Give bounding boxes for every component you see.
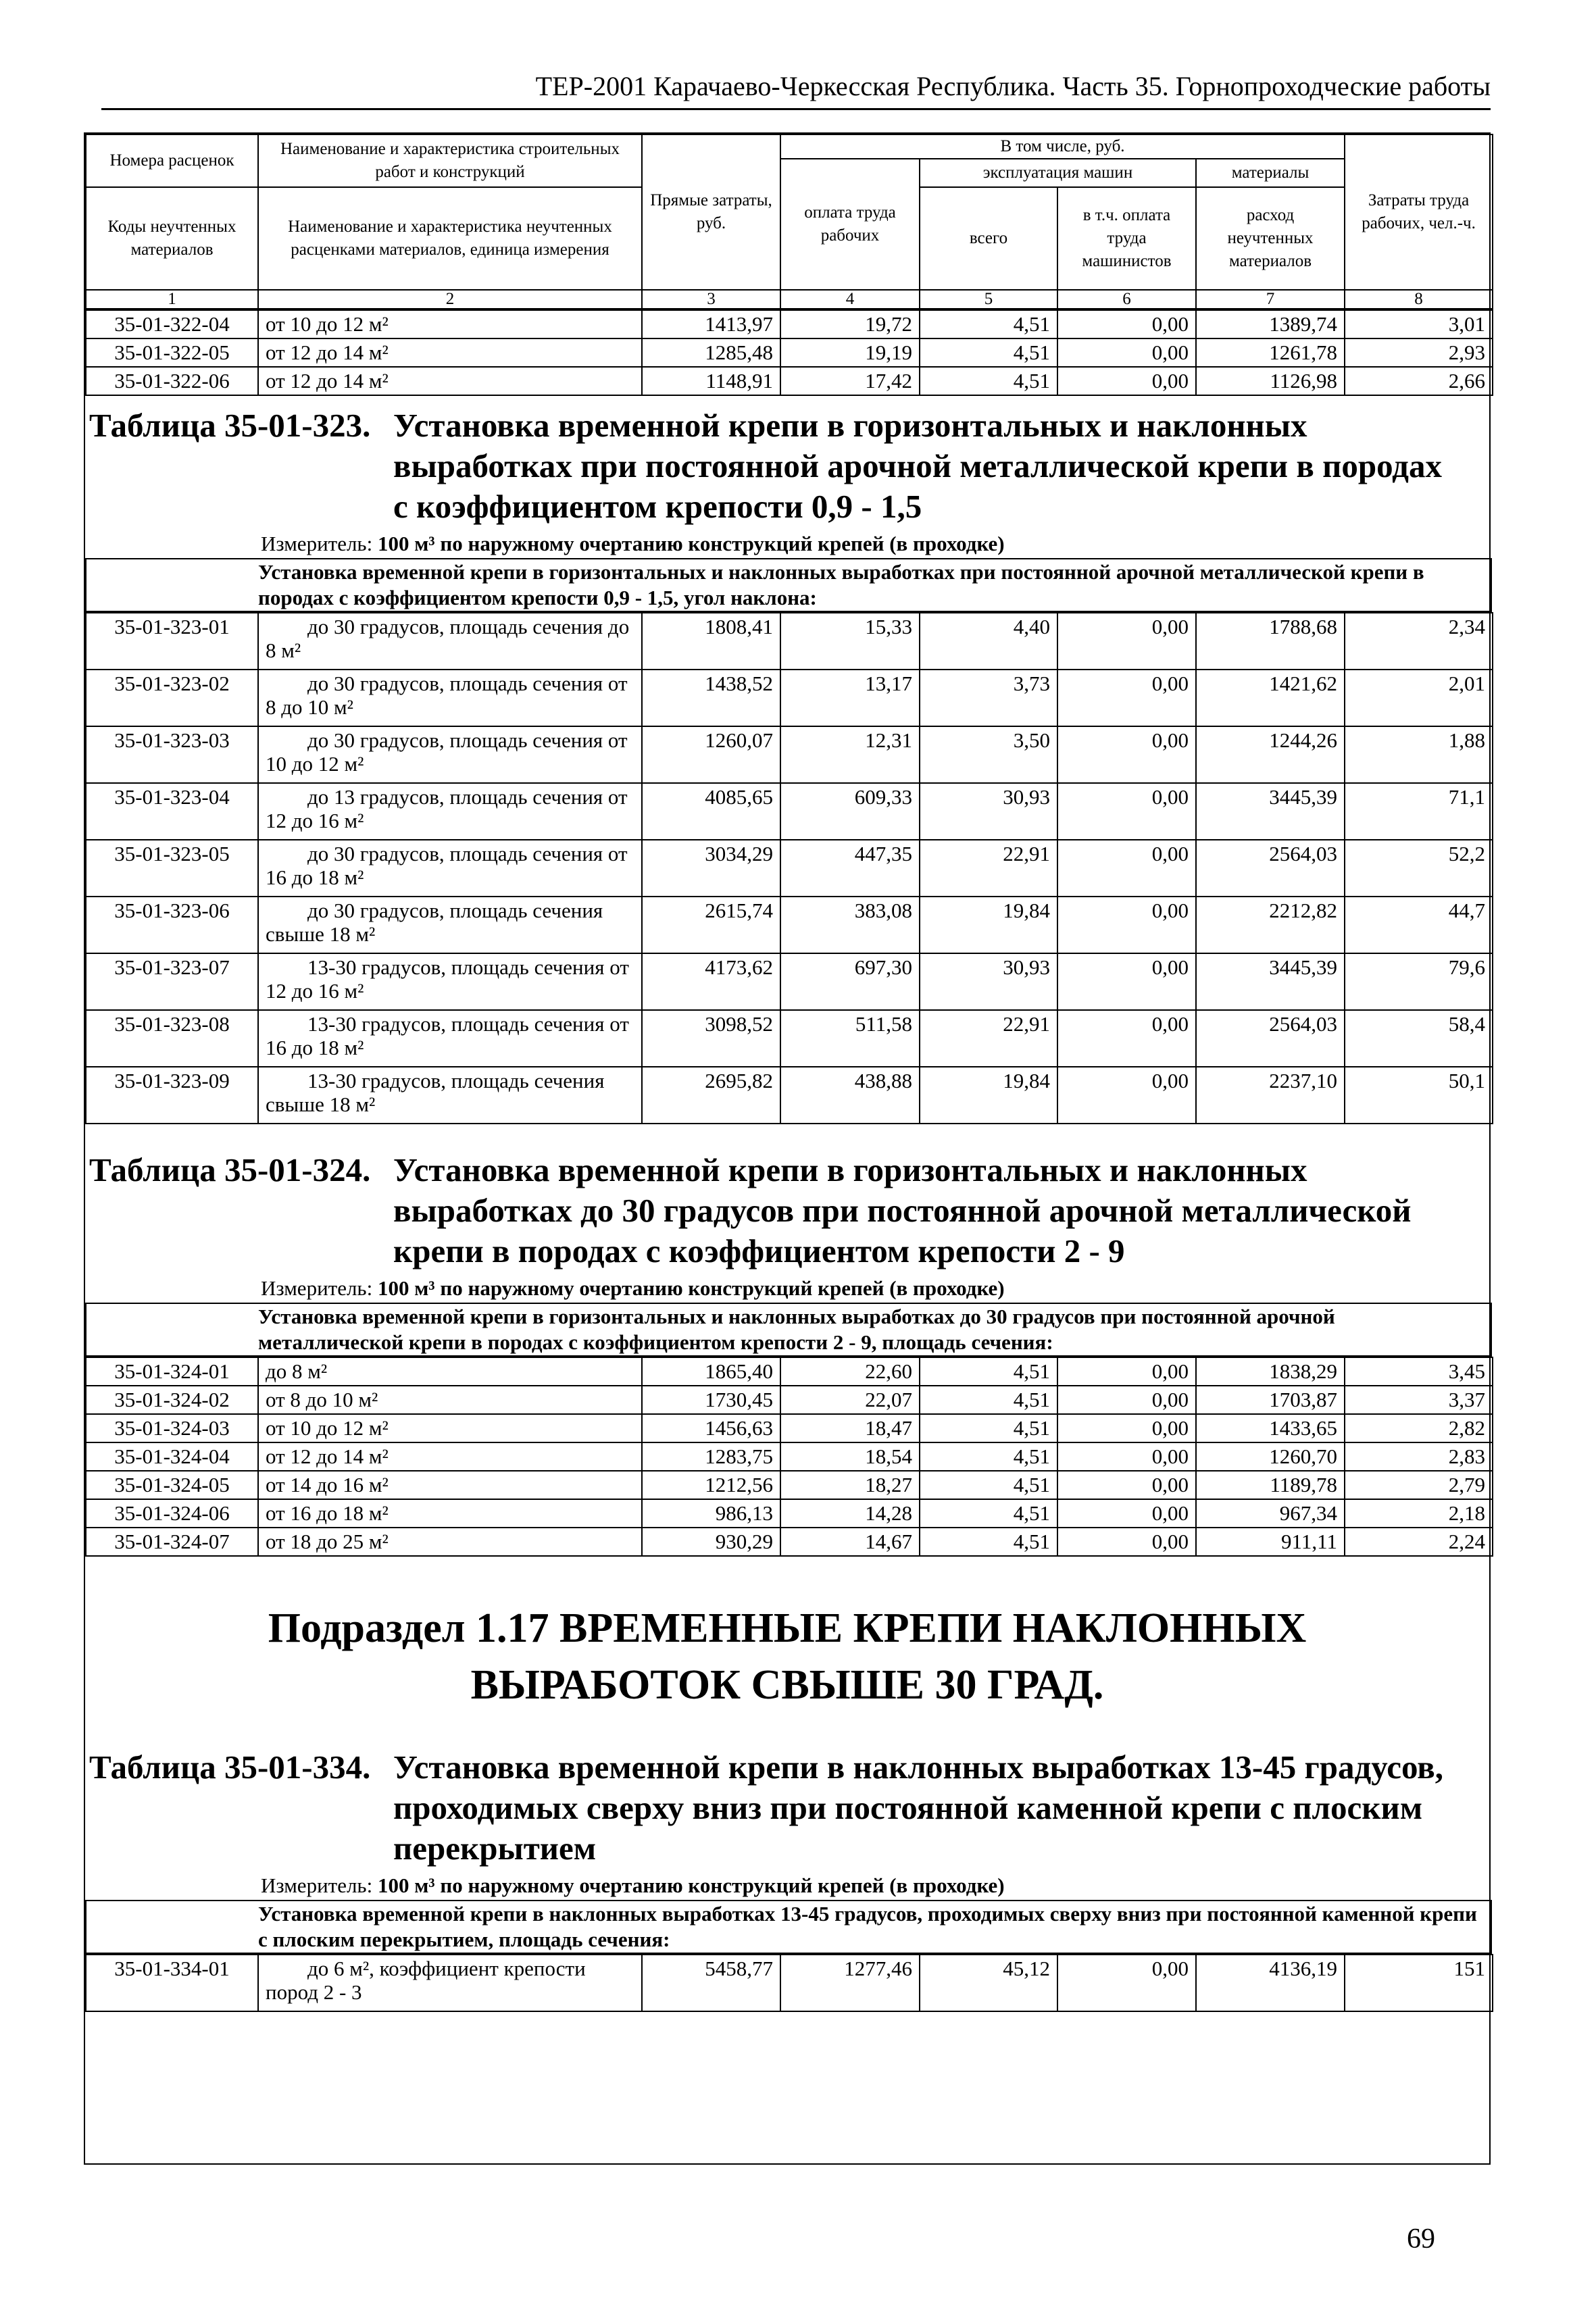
cell-code: 35-01-323-07: [86, 953, 258, 1010]
cell-pay: 447,35: [780, 840, 920, 897]
cell-pay: 15,33: [780, 613, 920, 670]
cell-mat: 1433,65: [1196, 1414, 1345, 1442]
cell-mach: 4,51: [920, 367, 1057, 395]
header-col1-bottom: Коды неучтенных материалов: [86, 187, 258, 290]
cell-labor: 3,37: [1345, 1386, 1493, 1414]
cell-labor: 3,01: [1345, 310, 1493, 338]
cell-pay: 22,07: [780, 1386, 920, 1414]
cell-direct: 3034,29: [642, 840, 780, 897]
meter-prefix: Измеритель:: [261, 1873, 373, 1897]
cell-pay: 1277,46: [780, 1955, 920, 2011]
cell-labor: 2,66: [1345, 367, 1493, 395]
cell-mach: 4,51: [920, 1442, 1057, 1471]
cell-mach: 4,40: [920, 613, 1057, 670]
cell-pay: 13,17: [780, 670, 920, 726]
cell-labor: 71,1: [1345, 783, 1493, 840]
col-number: 5: [920, 290, 1057, 309]
cell-labor: 2,01: [1345, 670, 1493, 726]
meter-text: 100 м³ по наружному очертанию конструкций крепей (в проходке): [377, 1276, 1005, 1300]
cell-mach: 4,51: [920, 1528, 1057, 1556]
header-col2-top: Наименование и характеристика строительных работ и конструкций: [258, 134, 642, 187]
cell-mach: 4,51: [920, 1499, 1057, 1528]
table-row: [86, 840, 1493, 897]
header-machines: эксплуатация машин: [920, 159, 1196, 187]
cell-direct: 986,13: [642, 1499, 780, 1528]
cell-mach_pay: 0,00: [1057, 953, 1196, 1010]
cell-pay: 18,27: [780, 1471, 920, 1499]
header-rule: [101, 108, 1491, 110]
cell-code: 35-01-324-01: [86, 1357, 258, 1386]
cell-mach_pay: 0,00: [1057, 1499, 1196, 1528]
cell-mach_pay: 0,00: [1057, 783, 1196, 840]
table-row: [86, 1528, 1493, 1556]
cell-mach_pay: 0,00: [1057, 1471, 1196, 1499]
cell-mat: 1244,26: [1196, 726, 1345, 783]
header-col6: в т.ч. оплата труда машинистов: [1057, 187, 1196, 290]
meter-text: 100 м³ по наружному очертанию конструкций крепей (в проходке): [377, 1873, 1005, 1897]
cell-labor: 44,7: [1345, 897, 1493, 953]
cell-mach_pay: 0,00: [1057, 367, 1196, 395]
cell-mach_pay: 0,00: [1057, 897, 1196, 953]
cell-name: от 16 до 18 м²: [258, 1499, 642, 1528]
cell-code: 35-01-324-06: [86, 1499, 258, 1528]
cell-name: от 14 до 16 м²: [258, 1471, 642, 1499]
table-334-label: Таблица 35-01-334.: [89, 1748, 371, 1786]
cell-mat: 1189,78: [1196, 1471, 1345, 1499]
table-row: [86, 1414, 1493, 1442]
table-row: [86, 953, 1493, 1010]
table-334-title: [85, 1738, 1489, 1873]
cell-name: от 12 до 14 м²: [258, 1442, 642, 1471]
meter-prefix: Измеритель:: [261, 1276, 373, 1300]
cell-name: от 18 до 25 м²: [258, 1528, 642, 1556]
cell-mach_pay: 0,00: [1057, 338, 1196, 367]
cell-pay: 438,88: [780, 1067, 920, 1124]
cell-mat: 1260,70: [1196, 1442, 1345, 1471]
cell-direct: 1730,45: [642, 1386, 780, 1414]
table-323-meter: [85, 531, 1489, 558]
cell-name: до 30 градусов, площадь сечения от 16 до 18 м²: [258, 840, 642, 897]
table-324-rows: [85, 1357, 1493, 1557]
cell-mach: 3,73: [920, 670, 1057, 726]
section-title: Подраздел 1.17 ВРЕМЕННЫЕ КРЕПИ НАКЛОННЫХ ВЫРАБОТОК СВЫШЕ 30 ГРАД.: [268, 1605, 1307, 1708]
cell-labor: 79,6: [1345, 953, 1493, 1010]
cell-direct: 1413,97: [642, 310, 780, 338]
table-334-heading: Установка временной крепи в наклонных выработках 13-45 градусов, проходимых сверху вниз при постоянной каменной крепи с плоским перекрытием: [393, 1748, 1444, 1867]
cell-labor: 2,83: [1345, 1442, 1493, 1471]
cell-mat: 2212,82: [1196, 897, 1345, 953]
cell-labor: 52,2: [1345, 840, 1493, 897]
table-row: [86, 310, 1493, 338]
table-row: [86, 338, 1493, 367]
cell-mach: 22,91: [920, 1010, 1057, 1067]
cell-name: до 8 м²: [258, 1357, 642, 1386]
table-row: [86, 1955, 1493, 2011]
cell-name: до 30 градусов, площадь сечения от 10 до 12 м²: [258, 726, 642, 783]
col-number: 1: [86, 290, 258, 309]
cell-labor: 2,79: [1345, 1471, 1493, 1499]
cell-labor: 1,88: [1345, 726, 1493, 783]
cell-code: 35-01-323-01: [86, 613, 258, 670]
price-sheet: [84, 132, 1491, 2165]
cell-code: 35-01-323-03: [86, 726, 258, 783]
cell-name: до 30 градусов, площадь сечения свыше 18 м²: [258, 897, 642, 953]
cell-name: 13-30 градусов, площадь сечения от 12 до 16 м²: [258, 953, 642, 1010]
cell-mach_pay: 0,00: [1057, 1386, 1196, 1414]
cell-direct: 1438,52: [642, 670, 780, 726]
cell-mach: 19,84: [920, 1067, 1057, 1124]
cell-name: 13-30 градусов, площадь сечения свыше 18 м²: [258, 1067, 642, 1124]
cell-mach: 4,51: [920, 1414, 1057, 1442]
cell-code: 35-01-322-06: [86, 367, 258, 395]
cell-name: от 10 до 12 м²: [258, 1414, 642, 1442]
cell-mach: 4,51: [920, 338, 1057, 367]
cell-pay: 18,47: [780, 1414, 920, 1442]
table-row: [86, 670, 1493, 726]
col-number: 8: [1345, 290, 1493, 309]
cell-mach_pay: 0,00: [1057, 1067, 1196, 1124]
table-334-intro-text: Установка временной крепи в наклонных выработках 13-45 градусов, проходимых сверху вниз при постоянной каменной крепи с плоским перекрытием, площадь сечения:: [86, 1901, 1491, 1953]
cell-code: 35-01-324-07: [86, 1528, 258, 1556]
header-materials: материалы: [1196, 159, 1345, 187]
cell-labor: 151: [1345, 1955, 1493, 2011]
cell-labor: 2,18: [1345, 1499, 1493, 1528]
cell-code: 35-01-324-04: [86, 1442, 258, 1471]
table-322-rows: [85, 309, 1493, 396]
cell-name: до 30 градусов, площадь сечения от 8 до 10 м²: [258, 670, 642, 726]
cell-labor: 2,82: [1345, 1414, 1493, 1442]
cell-code: 35-01-323-09: [86, 1067, 258, 1124]
cell-mat: 1389,74: [1196, 310, 1345, 338]
cell-mach: 30,93: [920, 783, 1057, 840]
cell-mat: 2564,03: [1196, 840, 1345, 897]
cell-mat: 2237,10: [1196, 1067, 1345, 1124]
cell-mach: 22,91: [920, 840, 1057, 897]
header-col3: Прямые затраты, руб.: [642, 134, 780, 290]
cell-mach: 45,12: [920, 1955, 1057, 2011]
cell-pay: 22,60: [780, 1357, 920, 1386]
cell-name: от 10 до 12 м²: [258, 310, 642, 338]
table-323-intro: [85, 558, 1492, 612]
cell-pay: 511,58: [780, 1010, 920, 1067]
cell-pay: 14,67: [780, 1528, 920, 1556]
cell-pay: 609,33: [780, 783, 920, 840]
cell-mat: 4136,19: [1196, 1955, 1345, 2011]
table-row: [86, 1357, 1493, 1386]
cell-mach_pay: 0,00: [1057, 310, 1196, 338]
cell-code: 35-01-323-08: [86, 1010, 258, 1067]
cell-mat: 1421,62: [1196, 670, 1345, 726]
header-col8: Затраты труда рабочих, чел.-ч.: [1345, 134, 1493, 290]
cell-direct: 1865,40: [642, 1357, 780, 1386]
cell-code: 35-01-322-05: [86, 338, 258, 367]
cell-name: до 30 градусов, площадь сечения до 8 м²: [258, 613, 642, 670]
cell-direct: 1285,48: [642, 338, 780, 367]
cell-direct: 4085,65: [642, 783, 780, 840]
col-number: 2: [258, 290, 642, 309]
table-row: [86, 726, 1493, 783]
col-number: 3: [642, 290, 780, 309]
cell-pay: 14,28: [780, 1499, 920, 1528]
cell-labor: 2,93: [1345, 338, 1493, 367]
table-323-label: Таблица 35-01-323.: [89, 406, 371, 444]
cell-pay: 19,19: [780, 338, 920, 367]
col-number: 4: [780, 290, 920, 309]
cell-mach_pay: 0,00: [1057, 1442, 1196, 1471]
cell-name: до 13 градусов, площадь сечения от 12 до 16 м²: [258, 783, 642, 840]
cell-direct: 1808,41: [642, 613, 780, 670]
cell-pay: 383,08: [780, 897, 920, 953]
cell-mat: 911,11: [1196, 1528, 1345, 1556]
table-row: [86, 1386, 1493, 1414]
cell-direct: 5458,77: [642, 1955, 780, 2011]
cell-pay: 18,54: [780, 1442, 920, 1471]
column-header: [85, 134, 1493, 309]
cell-pay: 19,72: [780, 310, 920, 338]
cell-mach: 4,51: [920, 1357, 1057, 1386]
table-324-intro: [85, 1303, 1492, 1357]
cell-pay: 17,42: [780, 367, 920, 395]
table-324-heading: Установка временной крепи в горизонтальных и наклонных выработках до 30 градусов при постоянной арочной металлической крепи в породах с коэффициентом крепости 2 - 9: [393, 1151, 1412, 1269]
cell-code: 35-01-334-01: [86, 1955, 258, 2011]
table-row: [86, 783, 1493, 840]
cell-direct: 1148,91: [642, 367, 780, 395]
cell-name: от 12 до 14 м²: [258, 338, 642, 367]
table-334-intro: [85, 1900, 1492, 1954]
header-col1-top: Номера расценок: [86, 134, 258, 187]
cell-name: от 8 до 10 м²: [258, 1386, 642, 1414]
cell-labor: 2,24: [1345, 1528, 1493, 1556]
meter-text: 100 м³ по наружному очертанию конструкций крепей (в проходке): [377, 531, 1005, 555]
table-row: [86, 1442, 1493, 1471]
cell-mach_pay: 0,00: [1057, 1414, 1196, 1442]
cell-mach: 4,51: [920, 1471, 1057, 1499]
meter-prefix: Измеритель:: [261, 531, 373, 555]
table-323-rows: [85, 612, 1493, 1124]
cell-mat: 3445,39: [1196, 783, 1345, 840]
table-row: [86, 1010, 1493, 1067]
cell-mach_pay: 0,00: [1057, 1955, 1196, 2011]
running-head: ТЕР-2001 Карачаево-Черкесская Республика. Часть 35. Горнопроходческие работы: [535, 71, 1491, 101]
cell-code: 35-01-323-05: [86, 840, 258, 897]
table-323-intro-text: Установка временной крепи в горизонтальных и наклонных выработках при постоянной арочной металлической крепи в породах с коэффициентом крепости 0,9 - 1,5, угол наклона:: [86, 559, 1491, 611]
cell-name: до 6 м², коэффициент крепости пород 2 - 3: [258, 1955, 642, 2011]
cell-code: 35-01-324-05: [86, 1471, 258, 1499]
table-row: [86, 613, 1493, 670]
cell-code: 35-01-323-04: [86, 783, 258, 840]
table-324-intro-text: Установка временной крепи в горизонтальных и наклонных выработках до 30 градусов при постоянной арочной металлической крепи в породах с коэффициентом крепости 2 - 9, площадь сечения:: [86, 1303, 1491, 1356]
cell-mach_pay: 0,00: [1057, 1357, 1196, 1386]
cell-direct: 4173,62: [642, 953, 780, 1010]
table-row: [86, 367, 1493, 395]
cell-direct: 1456,63: [642, 1414, 780, 1442]
table-323-heading: Установка временной крепи в горизонтальных и наклонных выработках при постоянной арочной металлической крепи в породах с коэффициентом крепости 0,9 - 1,5: [393, 406, 1442, 525]
cell-mach_pay: 0,00: [1057, 1010, 1196, 1067]
table-324-label: Таблица 35-01-324.: [89, 1151, 371, 1188]
cell-labor: 50,1: [1345, 1067, 1493, 1124]
table-row: [86, 1499, 1493, 1528]
col-number: 7: [1196, 290, 1345, 309]
table-334-rows: [85, 1954, 1493, 2012]
cell-labor: 58,4: [1345, 1010, 1493, 1067]
cell-mach: 3,50: [920, 726, 1057, 783]
cell-direct: 3098,52: [642, 1010, 780, 1067]
cell-mach_pay: 0,00: [1057, 613, 1196, 670]
cell-mach: 4,51: [920, 1386, 1057, 1414]
table-row: [86, 1471, 1493, 1499]
header-col4: оплата труда рабочих: [780, 159, 920, 290]
header-col2-bottom: Наименование и характеристика неучтенных расценками материалов, единица измерения: [258, 187, 642, 290]
cell-mat: 1703,87: [1196, 1386, 1345, 1414]
cell-mach_pay: 0,00: [1057, 726, 1196, 783]
cell-code: 35-01-323-02: [86, 670, 258, 726]
cell-mach: 19,84: [920, 897, 1057, 953]
cell-mach: 4,51: [920, 310, 1057, 338]
header-col5: всего: [920, 187, 1057, 290]
cell-name: от 12 до 14 м²: [258, 367, 642, 395]
header-group: В том числе, руб.: [780, 134, 1345, 159]
cell-code: 35-01-322-04: [86, 310, 258, 338]
cell-mat: 1788,68: [1196, 613, 1345, 670]
table-324-meter: [85, 1276, 1489, 1303]
table-334-meter: [85, 1873, 1489, 1900]
page-number: 69: [1407, 2223, 1435, 2255]
cell-mach_pay: 0,00: [1057, 670, 1196, 726]
cell-mat: 1261,78: [1196, 338, 1345, 367]
cell-name: 13-30 градусов, площадь сечения от 16 до 18 м²: [258, 1010, 642, 1067]
header-col7: расход неучтенных материалов: [1196, 187, 1345, 290]
cell-mach_pay: 0,00: [1057, 1528, 1196, 1556]
cell-mat: 2564,03: [1196, 1010, 1345, 1067]
cell-mat: 1126,98: [1196, 367, 1345, 395]
cell-code: 35-01-323-06: [86, 897, 258, 953]
cell-direct: 1283,75: [642, 1442, 780, 1471]
table-row: [86, 1067, 1493, 1124]
cell-code: 35-01-324-02: [86, 1386, 258, 1414]
cell-pay: 697,30: [780, 953, 920, 1010]
cell-mach: 30,93: [920, 953, 1057, 1010]
cell-direct: 1212,56: [642, 1471, 780, 1499]
cell-direct: 2615,74: [642, 897, 780, 953]
cell-labor: 2,34: [1345, 613, 1493, 670]
cell-direct: 2695,82: [642, 1067, 780, 1124]
cell-mach_pay: 0,00: [1057, 840, 1196, 897]
cell-mat: 967,34: [1196, 1499, 1345, 1528]
cell-labor: 3,45: [1345, 1357, 1493, 1386]
table-324-title: [85, 1140, 1489, 1276]
cell-mat: 3445,39: [1196, 953, 1345, 1010]
cell-pay: 12,31: [780, 726, 920, 783]
cell-mat: 1838,29: [1196, 1357, 1345, 1386]
table-323-title: [85, 396, 1489, 531]
table-row: [86, 897, 1493, 953]
col-number: 6: [1057, 290, 1196, 309]
cell-code: 35-01-324-03: [86, 1414, 258, 1442]
cell-direct: 930,29: [642, 1528, 780, 1556]
cell-direct: 1260,07: [642, 726, 780, 783]
